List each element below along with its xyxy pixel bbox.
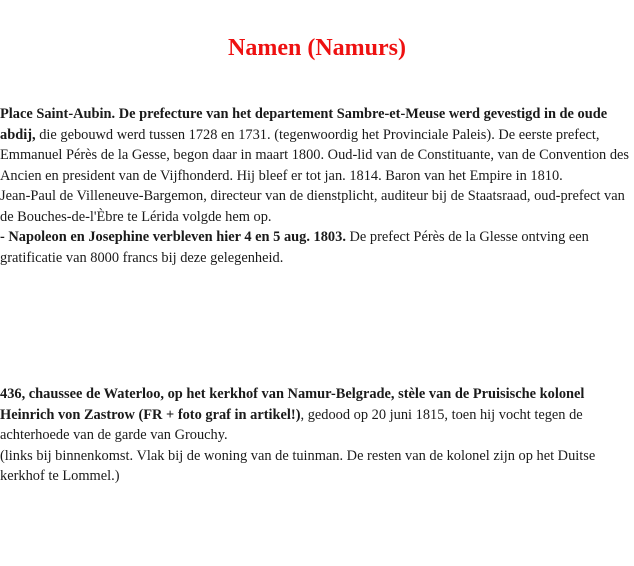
paragraph-prefecture-bold: Place Saint-Aubin. De prefecture van het departement Sambre-et-Meuse werd gevestigd in de oude abdij, bbox=[0, 106, 608, 143]
paragraph-prefecture bbox=[0, 104, 632, 186]
page-title: Namen (Namurs) bbox=[228, 35, 406, 61]
paragraph-location-note: (links bij binnenkomst. Vlak bij de woning van de tuinman. De resten van de kolonel zijn op het Duitse kerkhof te Lommel.) bbox=[0, 447, 596, 484]
paragraph-successor: Jean-Paul de Villeneuve-Bargemon, directeur van de dienstplicht, auditeur bij de Staatsraad, oud-prefect van de Bouches-de-l'Èbre te Lérida volgde hem op. bbox=[0, 188, 625, 225]
paragraph-napoleon-visit bbox=[0, 227, 632, 268]
paragraph-napoleon-text: De prefect Pérès de la Glesse ontving een gratificatie van 8000 francs bij deze gelegenheid. bbox=[0, 229, 589, 266]
paragraph-stele-bold: 436, chaussee de Waterloo, op het kerkhof van Namur-Belgrade, stèle van de Pruisische kolonel Heinrich von Zastrow (FR + foto graf in artikel!) bbox=[0, 386, 585, 423]
paragraph-stele-text: , gedood op 20 juni 1815, toen hij vocht tegen de achterhoede van de garde van Grouchy. bbox=[0, 406, 583, 443]
paragraph-napoleon-bold: - Napoleon en Josephine verbleven hier 4 en 5 aug. 1803. bbox=[0, 229, 346, 245]
section-place-saint-aubin bbox=[0, 104, 632, 268]
section-waterloo-stele bbox=[0, 384, 632, 487]
paragraph-stele bbox=[0, 384, 632, 446]
paragraph-prefecture-text: die gebouwd werd tussen 1728 en 1731. (tegenwoordig het Provinciale Paleis). De eerste prefect, Emmanuel Pérès de la Gesse, begon daar in maart 1800. Oud-lid van de Constituante, van de Convention des Ancien en president van de Vijfhonderd. Hij bleef er tot jan. 1814. Baron van het Empire in 1810. bbox=[0, 126, 630, 184]
